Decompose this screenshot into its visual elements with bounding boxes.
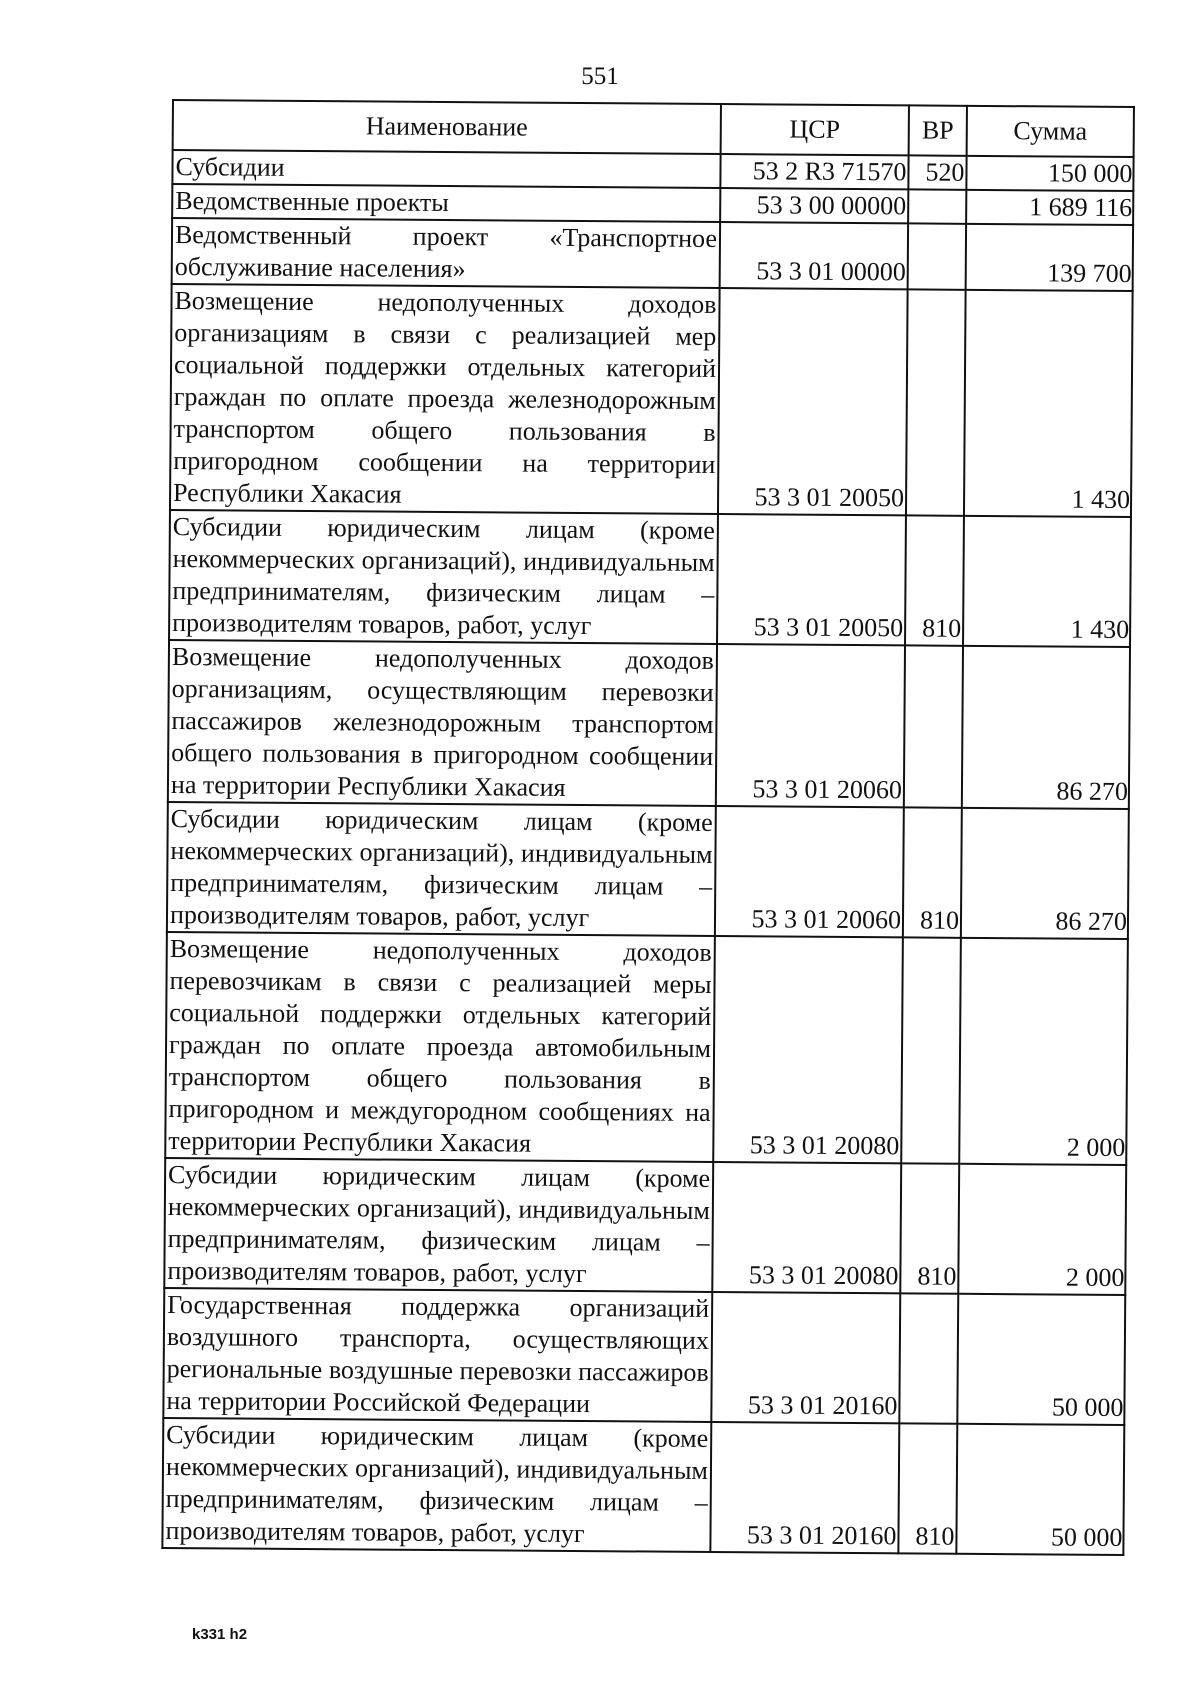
table-row	[167, 802, 1129, 939]
row-name: Возмещение недополученных доходов перевозчикам в связи с реализацией меры социальной поддержки отдельных категорий граждан по оплате проезда автомобильным транспортом общего пользования в пригородном и междугородном сообщениях на территории Республики Хакасия	[165, 932, 715, 1162]
row-csr: 53 3 01 20080	[712, 1162, 901, 1293]
row-name: Субсидии юридическим лицам (кроме некоммерческих организаций), индивидуальным предпринимателям, физическим лицам – производителям товаров, работ, услуг	[167, 802, 716, 936]
row-vr	[908, 189, 966, 223]
row-vr: 520	[908, 155, 966, 189]
row-sum: 1 689 116	[966, 190, 1133, 225]
row-sum: 86 270	[961, 808, 1129, 939]
row-vr: 810	[905, 515, 964, 645]
table-row	[172, 218, 1133, 291]
row-vr	[906, 289, 966, 515]
table-row	[170, 284, 1133, 517]
row-sum: 86 270	[962, 646, 1130, 809]
header-vr: ВР	[909, 105, 967, 155]
table-header	[173, 100, 1134, 157]
row-vr: 810	[903, 807, 962, 937]
row-vr	[899, 1293, 958, 1423]
row-csr: 53 3 01 20060	[715, 806, 904, 937]
row-name: Возмещение недополученных доходов организациям, осуществляющим перевозки пассажиров железнодорожным транспортом общего пользования в пригородном сообщении на территории Республики Хакасия	[168, 640, 717, 806]
row-sum: 139 700	[966, 224, 1133, 291]
row-name: Субсидии юридическим лицам (кроме некоммерческих организаций), индивидуальным предпринимателям, физическим лицам – производителям товаров, работ, услуг	[169, 510, 718, 644]
table-row	[162, 1418, 1124, 1555]
table-row	[164, 1158, 1126, 1295]
footer-code: k331 h2	[192, 1626, 248, 1643]
row-sum: 2 000	[959, 938, 1128, 1165]
row-csr: 53 3 01 20160	[711, 1292, 900, 1423]
row-sum: 1 430	[963, 516, 1131, 647]
budget-table-container	[161, 99, 1133, 1556]
row-csr: 53 3 01 20080	[713, 936, 903, 1163]
row-name: Субсидии	[172, 150, 720, 188]
row-csr: 53 3 01 20060	[716, 644, 905, 807]
row-name: Субсидии юридическим лицам (кроме некоммерческих организаций), индивидуальным предпринимателям, физическим лицам – производителям товаров, работ, услуг	[162, 1418, 711, 1552]
row-sum: 1 430	[964, 290, 1133, 517]
header-sum: Сумма	[967, 106, 1134, 157]
row-vr	[908, 223, 966, 289]
row-csr: 53 2 R3 71570	[720, 154, 908, 189]
row-sum: 50 000	[956, 1424, 1124, 1555]
header-row	[173, 100, 1134, 157]
row-sum: 150 000	[966, 156, 1133, 191]
row-name: Ведомственный проект «Транспортное обслуживание населения»	[172, 218, 720, 288]
row-sum: 2 000	[958, 1164, 1126, 1295]
row-csr: 53 3 00 00000	[720, 188, 908, 223]
row-vr	[901, 937, 961, 1163]
row-vr	[904, 645, 963, 807]
table-row	[168, 640, 1130, 809]
row-sum: 50 000	[957, 1294, 1125, 1425]
row-name: Возмещение недополученных доходов организациям в связи с реализацией мер социальной поддержки отдельных категорий граждан по оплате проезда железнодорожным транспортом общего пользования в пригородном сообщении на территории Республики Хакасия	[170, 284, 720, 514]
header-csr: ЦСР	[721, 104, 909, 155]
row-name: Субсидии юридическим лицам (кроме некоммерческих организаций), индивидуальным предпринимателям, физическим лицам – производителям товаров, работ, услуг	[164, 1158, 713, 1292]
row-csr: 53 3 01 20050	[717, 514, 906, 645]
table-body	[162, 150, 1133, 1555]
table-row	[163, 1288, 1125, 1425]
row-csr: 53 3 01 00000	[720, 222, 908, 289]
row-name: Государственная поддержка организаций воздушного транспорта, осуществляющих региональные воздушные перевозки пассажиров на территории Российской Федерации	[163, 1288, 712, 1422]
row-vr: 810	[900, 1163, 959, 1293]
row-csr: 53 3 01 20160	[710, 1422, 899, 1553]
row-name: Ведомственные проекты	[172, 184, 720, 222]
row-vr: 810	[898, 1423, 957, 1553]
page-number: 551	[581, 63, 619, 90]
budget-table	[161, 99, 1135, 1556]
table-row	[165, 932, 1128, 1165]
header-name: Наименование	[173, 100, 721, 154]
table-row	[169, 510, 1131, 647]
row-csr: 53 3 01 20050	[718, 288, 908, 515]
